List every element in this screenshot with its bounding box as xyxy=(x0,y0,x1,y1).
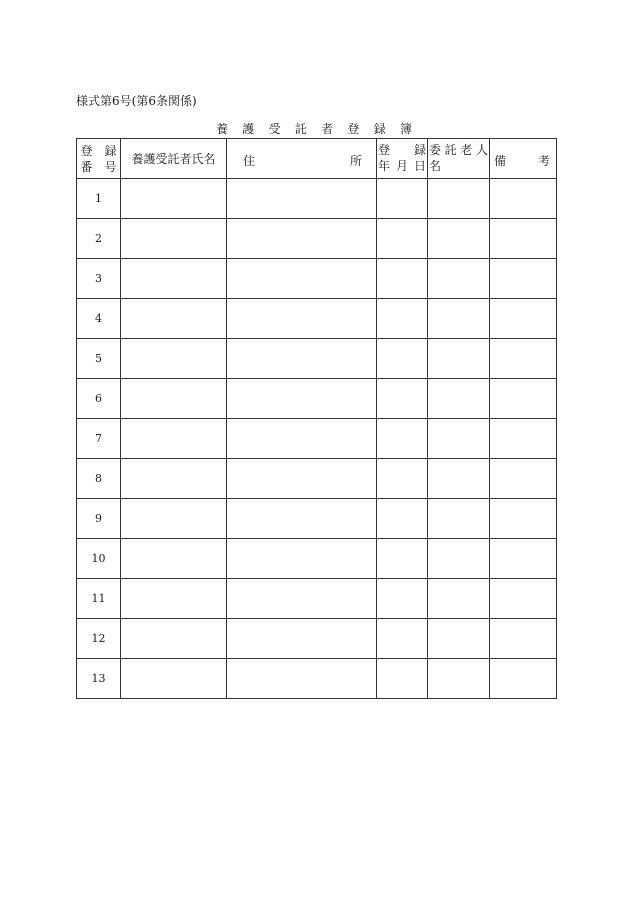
commissioned-elder-cell[interactable] xyxy=(428,659,490,699)
form-number-label: 様式第6号(第6条関係) xyxy=(76,94,197,108)
header-text: 備 xyxy=(494,154,507,168)
remarks-cell[interactable] xyxy=(490,619,557,659)
registration-date-cell[interactable] xyxy=(377,179,428,219)
remarks-cell[interactable] xyxy=(490,419,557,459)
caretaker-name-cell[interactable] xyxy=(121,579,227,619)
row-number: 11 xyxy=(77,579,121,619)
title-char: 簿 xyxy=(399,122,412,136)
title-char: 護 xyxy=(242,122,255,136)
remarks-cell[interactable] xyxy=(490,339,557,379)
address-cell[interactable] xyxy=(227,259,377,299)
registration-date-cell[interactable] xyxy=(377,299,428,339)
table-row xyxy=(77,299,557,339)
table-row xyxy=(77,339,557,379)
header-caretaker-name xyxy=(121,139,227,179)
table-row xyxy=(77,659,557,699)
header-text: 人 xyxy=(475,143,488,157)
row-number: 4 xyxy=(77,299,121,339)
commissioned-elder-cell[interactable] xyxy=(428,219,490,259)
table-row xyxy=(77,179,557,219)
address-cell[interactable] xyxy=(227,339,377,379)
commissioned-elder-cell[interactable] xyxy=(428,539,490,579)
remarks-cell[interactable] xyxy=(490,259,557,299)
caretaker-name-cell[interactable] xyxy=(121,339,227,379)
table-row xyxy=(77,259,557,299)
header-text: 所 xyxy=(349,154,362,168)
header-registration-date xyxy=(377,139,428,179)
registration-date-cell[interactable] xyxy=(377,379,428,419)
registration-date-cell[interactable] xyxy=(377,419,428,459)
caretaker-name-cell[interactable] xyxy=(121,659,227,699)
caretaker-name-cell[interactable] xyxy=(121,379,227,419)
title-char: 託 xyxy=(294,122,307,136)
header-text: 養護受託者氏名 xyxy=(131,152,216,166)
row-number: 12 xyxy=(77,619,121,659)
table-row xyxy=(77,419,557,459)
row-number: 1 xyxy=(77,179,121,219)
title-char: 登 xyxy=(347,122,360,136)
address-cell[interactable] xyxy=(227,179,377,219)
address-cell[interactable] xyxy=(227,539,377,579)
address-cell[interactable] xyxy=(227,219,377,259)
row-number: 3 xyxy=(77,259,121,299)
commissioned-elder-cell[interactable] xyxy=(428,579,490,619)
header-address xyxy=(227,139,377,179)
caretaker-name-cell[interactable] xyxy=(121,259,227,299)
commissioned-elder-cell[interactable] xyxy=(428,419,490,459)
header-text: 番 xyxy=(80,159,93,174)
document-title xyxy=(216,121,412,137)
caretaker-name-cell[interactable] xyxy=(121,219,227,259)
registration-date-cell[interactable] xyxy=(377,539,428,579)
header-registration-number xyxy=(77,139,121,179)
commissioned-elder-cell[interactable] xyxy=(428,379,490,419)
row-number: 5 xyxy=(77,339,121,379)
header-text: 年 xyxy=(378,159,391,173)
header-text: 住 xyxy=(243,154,256,168)
header-text: 委 xyxy=(429,143,442,157)
remarks-cell[interactable] xyxy=(490,579,557,619)
registration-date-cell[interactable] xyxy=(377,459,428,499)
header-row xyxy=(77,139,557,179)
caretaker-name-cell[interactable] xyxy=(121,299,227,339)
header-text: 号 xyxy=(104,159,117,174)
remarks-cell[interactable] xyxy=(490,459,557,499)
commissioned-elder-cell[interactable] xyxy=(428,299,490,339)
header-text: 登 xyxy=(378,143,391,157)
title-char: 者 xyxy=(321,122,334,136)
header-text: 月 xyxy=(395,159,408,173)
address-cell[interactable] xyxy=(227,499,377,539)
address-cell[interactable] xyxy=(227,299,377,339)
remarks-cell[interactable] xyxy=(490,379,557,419)
commissioned-elder-cell[interactable] xyxy=(428,339,490,379)
table-row xyxy=(77,579,557,619)
caretaker-name-cell[interactable] xyxy=(121,499,227,539)
address-cell[interactable] xyxy=(227,419,377,459)
table-row xyxy=(77,379,557,419)
remarks-cell[interactable] xyxy=(490,659,557,699)
commissioned-elder-cell[interactable] xyxy=(428,459,490,499)
header-text: 考 xyxy=(537,154,550,168)
remarks-cell[interactable] xyxy=(490,539,557,579)
address-cell[interactable] xyxy=(227,619,377,659)
registration-date-cell[interactable] xyxy=(377,259,428,299)
table-row xyxy=(77,219,557,259)
header-text: 録 xyxy=(413,143,426,157)
commissioned-elder-cell[interactable] xyxy=(428,179,490,219)
registration-date-cell[interactable] xyxy=(377,339,428,379)
header-text: 名 xyxy=(429,159,442,173)
header-text: 日 xyxy=(413,159,426,173)
row-number: 7 xyxy=(77,419,121,459)
header-text: 老 xyxy=(460,143,473,157)
table-row xyxy=(77,459,557,499)
commissioned-elder-cell[interactable] xyxy=(428,619,490,659)
header-text: 託 xyxy=(444,143,457,157)
caretaker-name-cell[interactable] xyxy=(121,619,227,659)
remarks-cell[interactable] xyxy=(490,179,557,219)
caretaker-name-cell[interactable] xyxy=(121,459,227,499)
caretaker-name-cell[interactable] xyxy=(121,179,227,219)
address-cell[interactable] xyxy=(227,659,377,699)
registration-date-cell[interactable] xyxy=(377,499,428,539)
remarks-cell[interactable] xyxy=(490,299,557,339)
caretaker-name-cell[interactable] xyxy=(121,419,227,459)
caretaker-name-cell[interactable] xyxy=(121,539,227,579)
remarks-cell[interactable] xyxy=(490,219,557,259)
table-row xyxy=(77,619,557,659)
title-char: 養 xyxy=(216,122,229,136)
registration-date-cell[interactable] xyxy=(377,579,428,619)
registration-date-cell[interactable] xyxy=(377,619,428,659)
header-text: 登 xyxy=(80,143,93,158)
remarks-cell[interactable] xyxy=(490,499,557,539)
table-row xyxy=(77,539,557,579)
address-cell[interactable] xyxy=(227,379,377,419)
row-number: 9 xyxy=(77,499,121,539)
header-text: 録 xyxy=(104,143,117,158)
registration-date-cell[interactable] xyxy=(377,219,428,259)
register-table xyxy=(76,138,557,699)
commissioned-elder-cell[interactable] xyxy=(428,499,490,539)
header-remarks xyxy=(490,139,557,179)
commissioned-elder-cell[interactable] xyxy=(428,259,490,299)
row-number: 10 xyxy=(77,539,121,579)
address-cell[interactable] xyxy=(227,579,377,619)
row-number: 13 xyxy=(77,659,121,699)
address-cell[interactable] xyxy=(227,459,377,499)
title-char: 受 xyxy=(268,122,281,136)
row-number: 2 xyxy=(77,219,121,259)
row-number: 6 xyxy=(77,379,121,419)
table-row xyxy=(77,499,557,539)
registration-date-cell[interactable] xyxy=(377,659,428,699)
row-number: 8 xyxy=(77,459,121,499)
header-commissioned-elder-name xyxy=(428,139,490,179)
title-char: 録 xyxy=(373,122,386,136)
